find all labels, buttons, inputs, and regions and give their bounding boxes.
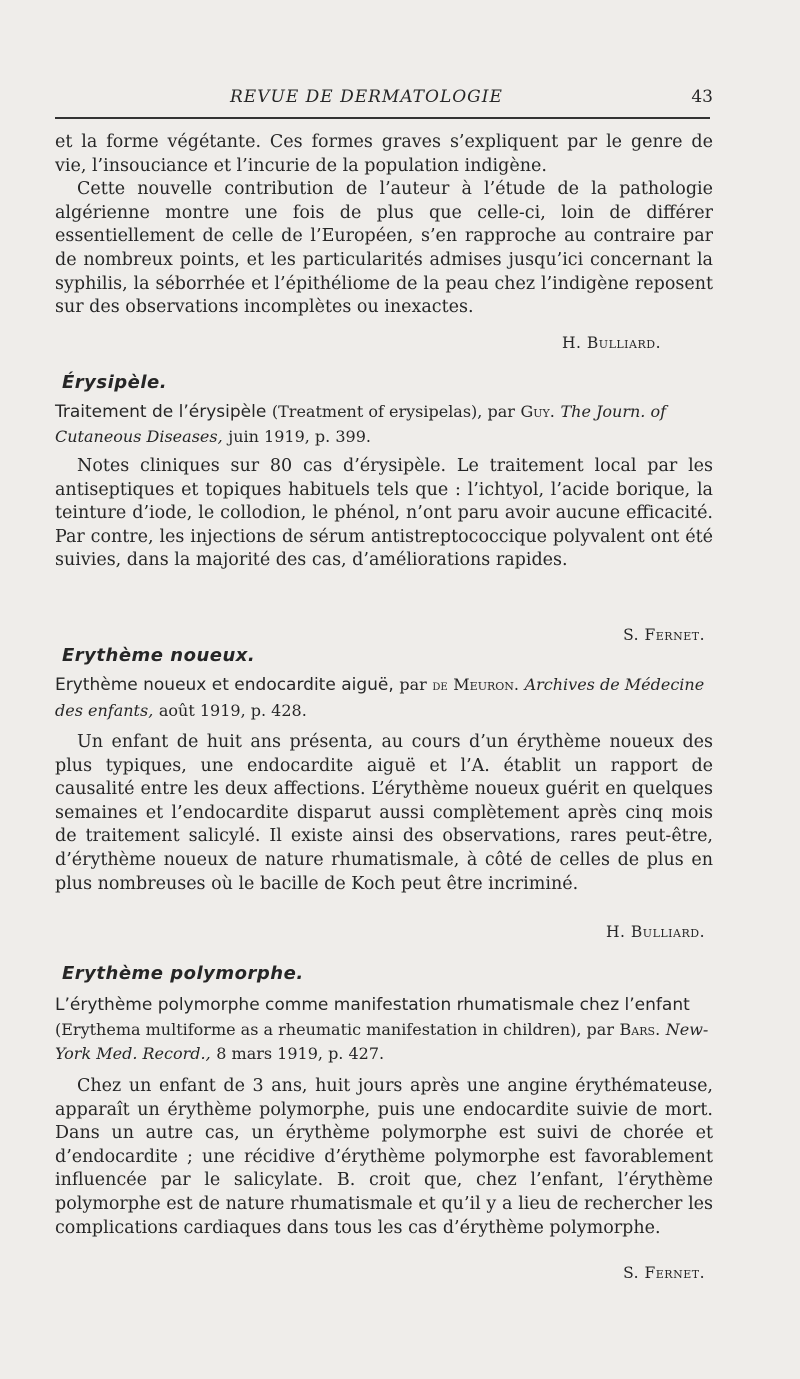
- section-heading: Erythème noueux.: [62, 645, 256, 666]
- source-title: Archives de Médecine des enfants,: [55, 675, 705, 720]
- source-title: The Journ. of Cutaneous Diseases,: [55, 402, 667, 446]
- author-name: Meuron.: [453, 675, 519, 694]
- entry-title: L’érythème polymorphe comme manifestation rhumatismale chez l’enfant: [55, 995, 690, 1015]
- continuation-paragraph: et la forme végétante. Ces formes graves s’expliquent par le genre de vie, l’insouciance et l’incurie de la population indigène.: [55, 132, 713, 176]
- abstract-paragraph: Un enfant de huit ans présenta, au cours d’un érythème noueux des plus typiques, une endocardite aiguë et l’A. établit un rapport de causalité entre les deux affections. L’érythème noueux guérit en quelques semaines et l’endocardite disparut aussi complètement après cinq mois de traitement salicylé. Il existe ainsi des observations, rares peut-être, d’érythème noueux de nature rhumatismale, à côté de celles de plus en plus nombreuses où le bacille de Koch peut être incriminé.: [55, 732, 713, 894]
- signature-line: [55, 625, 713, 644]
- signature-line: [55, 1263, 713, 1282]
- author-name: Guy.: [520, 402, 555, 421]
- abstract-paragraph: Chez un enfant de 3 ans, huit jours après une angine érythémateuse, apparaît un érythème polymorphe, puis une endocardite suivie de mort. Dans un autre cas, un érythème polymorphe est suivi de chorée et d’endocardite ; une récidive d’érythème polymorphe est favorablement influencée par le salicylate. B. croit que, chez l’enfant, l’érythème polymorphe est de nature rhumatismale et qu’il y a lieu de rechercher les complications cardiaques dans tous les cas d’érythème polymorphe.: [55, 1076, 713, 1238]
- entry-title: Erythème noueux et endocardite aiguë,: [55, 675, 394, 695]
- signature-line: [55, 333, 713, 352]
- running-head: [55, 87, 713, 111]
- citation-text: (Treatment of erysipelas), par: [271, 402, 515, 421]
- continuation-paragraph: Cette nouvelle contribution de l’auteur à l’étude de la pathologie algérienne montre une fois de plus que celle-ci, loin de différer essentiellement de celle de l’Européen, s’en rapproche au contraire par de nombreux points, et les particularités admises jusqu’ici concernant la syphilis, la séborrhée et l’épithéliome de la peau chez l’indigène reposent sur des observations incomplètes ou inexactes.: [55, 179, 713, 318]
- section-heading: Erythème polymorphe.: [62, 963, 304, 984]
- abstract-body: [55, 731, 713, 896]
- abstract-citation: [55, 400, 713, 449]
- abstract-citation: [55, 994, 713, 1067]
- section-heading: Érysipèle.: [62, 372, 168, 393]
- continuation-block: [55, 131, 713, 320]
- page-number: 43: [691, 87, 713, 107]
- author-particle: de: [432, 678, 448, 694]
- abstract-body: [55, 455, 713, 573]
- author-name: Bars.: [619, 1019, 661, 1039]
- citation-date: juin 1919, p. 399.: [228, 426, 371, 446]
- citation-text: par: [399, 675, 427, 694]
- source-title: New-York Med. Record.,: [55, 1019, 709, 1064]
- citation-date: 8 mars 1919, p. 427.: [216, 1044, 385, 1064]
- entry-title: Traitement de l’érysipèle: [55, 402, 267, 422]
- abstract-paragraph: Notes cliniques sur 80 cas d’érysipèle. Le traitement local par les antiseptiques et topiques habituels tels que : l’ichtyol, l’acide borique, la teinture d’iode, le collodion, le phénol, n’ont paru avoir aucune efficacité. Par contre, les injections de sérum antistreptococcique polyvalent ont été suivies, dans la majorité des cas, d’améliorations rapides.: [55, 456, 713, 571]
- citation-text: (Erythema multiforme as a rheumatic manifestation in children), par: [55, 1019, 614, 1039]
- signature: S. Fernet.: [623, 626, 705, 644]
- abstract-citation: [55, 673, 713, 723]
- citation-date: août 1919, p. 428.: [158, 700, 307, 720]
- header-rule: [55, 117, 710, 119]
- signature: S. Fernet.: [623, 1264, 705, 1282]
- signature: H. Bulliard.: [606, 923, 705, 941]
- journal-title: REVUE DE DERMATOLOGIE: [230, 87, 503, 107]
- abstract-body: [55, 1075, 713, 1240]
- signature-line: [55, 922, 713, 941]
- signature: H. Bulliard.: [562, 334, 661, 352]
